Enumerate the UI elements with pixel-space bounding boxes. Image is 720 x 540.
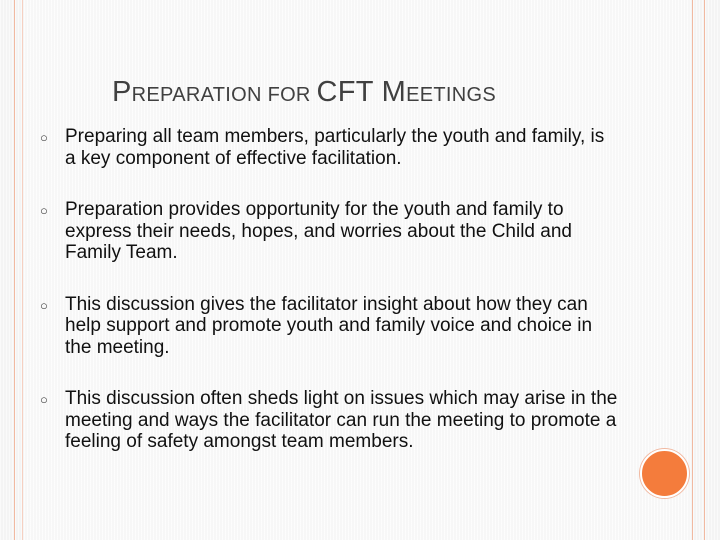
bullet-text: This discussion often sheds light on issues which may arise in the meeting and ways the facilitator can run the meeting to promote a feeling of safety amongst team members. <box>65 388 618 452</box>
bullet-circle-icon: ○ <box>40 392 48 407</box>
left-inner-frame-line <box>22 0 23 540</box>
bullet-item <box>40 126 620 169</box>
title-part: REPARATION FOR <box>131 84 317 106</box>
title-part: P <box>112 76 132 108</box>
bullet-list <box>40 126 620 483</box>
bullet-circle-icon: ○ <box>40 297 48 313</box>
slide-title <box>112 76 592 109</box>
bullet-text: Preparing all team members, particularly the youth and family, is a key component of effective facilitation. <box>65 126 605 169</box>
decorative-circle-icon <box>640 449 689 498</box>
title-part: CFT M <box>316 76 407 108</box>
bullet-circle-icon: ○ <box>40 130 48 145</box>
bullet-text: Preparation provides opportunity for the youth and family to express their needs, hopes, and worries about the Child and Family Team. <box>65 199 572 263</box>
bullet-text: This discussion gives the facilitator insight about how they can help support and promote youth and family voice and choice in the meeting. <box>65 293 593 358</box>
bullet-item <box>40 199 620 264</box>
left-frame-line <box>14 0 15 540</box>
bullet-item <box>40 388 620 453</box>
bullet-circle-icon: ○ <box>40 203 48 218</box>
bullet-item <box>40 294 620 359</box>
right-inner-frame-line <box>692 0 693 540</box>
right-outer-frame-line <box>704 0 705 540</box>
title-part: EETINGS <box>406 84 497 106</box>
